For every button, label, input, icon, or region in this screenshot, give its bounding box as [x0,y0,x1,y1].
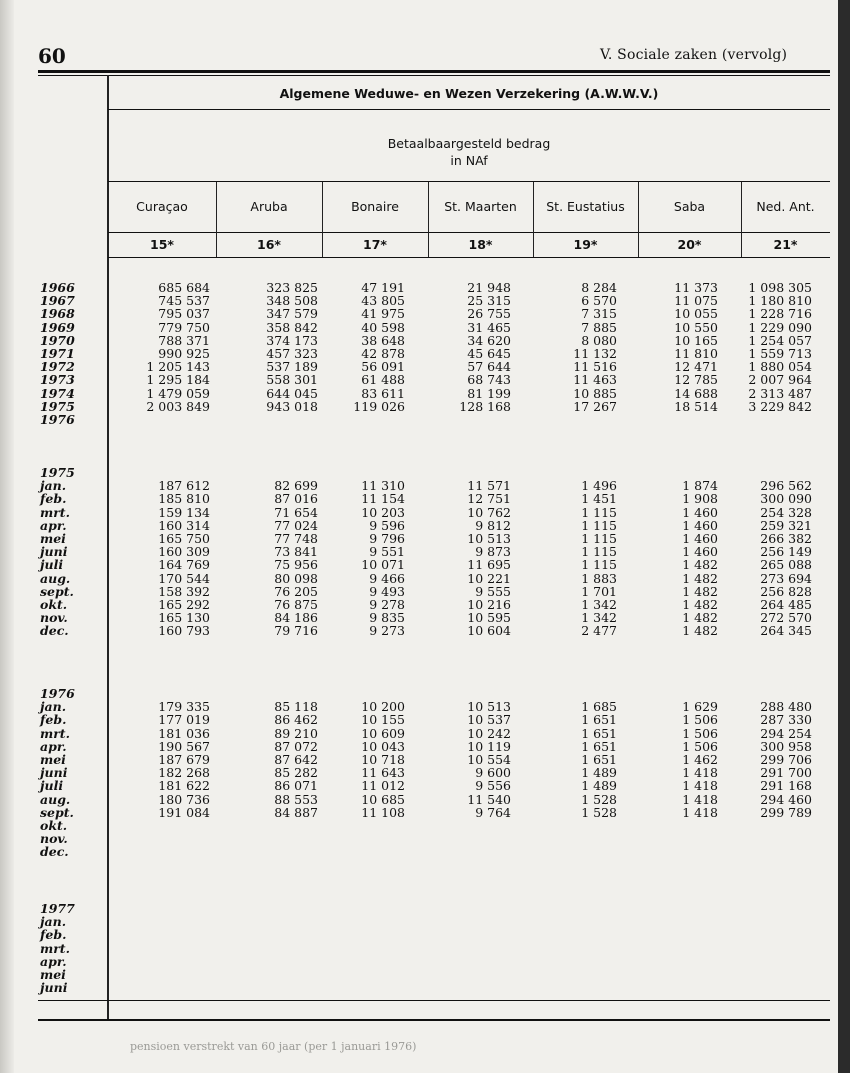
table-cell: 1 629 [682,699,718,715]
table-cell: 8 080 [581,332,617,348]
table-cell: 256 828 [760,583,812,599]
table-cell: 1 489 [581,765,617,781]
column-header-5: Saba [673,199,706,214]
table-cell: 1 651 [581,725,617,741]
table-cell: 10 216 [467,597,511,612]
table-cell: 1 115 [581,517,617,533]
label-column-divider [107,75,109,1020]
table-cell: 165 292 [158,597,210,612]
table-cell: 9 556 [475,778,511,794]
table-cell: 291 700 [760,765,812,781]
table-cell: 644 045 [266,385,318,401]
table-cell: 348 508 [266,293,318,309]
table-cell: 191 084 [158,804,210,820]
table-cell: 57 644 [467,359,511,375]
table-subtitle-line2: in NAf [450,153,488,168]
table-cell: 294 254 [760,725,812,741]
table-cell: 40 598 [361,319,405,335]
table-cell: 159 134 [158,504,210,520]
table-cell: 11 810 [674,346,718,361]
table-cell: 1 482 [682,597,718,612]
table-cell: 10 762 [467,504,511,520]
column-code-4: 19* [573,237,598,252]
table-cell: 457 323 [266,346,318,361]
table-cell: 10 718 [361,752,405,767]
table-cell: 294 460 [760,791,812,807]
row-label: mei [40,752,66,767]
table-cell: 43 805 [361,293,405,309]
table-cell: 1 115 [581,557,617,573]
column-code-6: 21* [773,237,798,252]
table-cell: 11 695 [467,557,511,573]
table-cell: 79 716 [274,623,318,639]
table-cell: 300 090 [760,491,812,507]
table-cell: 287 330 [760,712,812,728]
table-cell: 1 418 [682,804,718,820]
row-label: apr. [40,953,67,969]
table-cell: 71 654 [274,504,318,520]
table-cell: 265 088 [760,557,812,573]
row-label: mei [40,531,66,546]
table-cell: 11 075 [674,293,718,309]
table-cell: 347 579 [266,306,318,322]
table-cell: 1 418 [682,778,718,794]
title-underline [108,109,830,110]
row-label: juni [40,544,68,560]
column-code-1: 16* [257,237,281,252]
table-cell: 11 463 [573,372,617,388]
row-label: aug. [40,791,71,807]
table-cell: 10 550 [674,319,718,335]
table-cell: 10 604 [467,623,511,639]
top-rule-secondary [38,75,830,76]
table-cell: 7 315 [581,306,617,322]
column-code-5: 20* [677,237,702,252]
page-number: 60 [38,44,66,68]
table-cell: 31 465 [467,319,511,335]
table-cell: 254 328 [760,504,812,520]
table-cell: 10 203 [361,504,405,520]
row-label: 1976 [40,412,75,427]
table-cell: 1 460 [682,544,718,560]
table-cell: 180 736 [158,791,210,807]
table-cell: 47 191 [361,280,405,295]
top-rule [38,70,830,73]
column-divider-5 [638,182,639,257]
table-cell: 9 600 [475,765,511,781]
table-cell: 10 165 [674,332,718,348]
table-cell: 10 885 [573,385,617,401]
table-cell: 14 688 [674,385,718,401]
table-cell: 745 537 [158,293,210,309]
row-label: nov. [40,831,68,847]
table-cell: 10 513 [467,531,511,546]
row-label: jan. [40,699,67,715]
table-cell: 87 016 [274,491,318,507]
row-label: jan. [40,914,67,930]
table-cell: 9 466 [369,570,405,586]
row-label: feb. [40,491,67,507]
table-cell: 68 743 [467,372,511,388]
row-label: dec. [40,844,69,860]
table-cell: 272 570 [760,610,812,626]
table-cell: 9 596 [369,517,405,533]
table-cell: 1 342 [581,610,617,626]
row-label: 1972 [40,359,75,375]
table-cell: 1 115 [581,531,617,546]
row-label: juni [40,765,68,781]
table-cell: 9 764 [475,804,511,820]
column-divider-3 [428,182,429,257]
row-label: feb. [40,927,67,943]
table-cell: 11 012 [361,778,405,794]
table-subtitle-line1: Betaalbaargesteld bedrag [387,136,551,151]
column-header-1: Aruba [250,199,288,214]
table-cell: 12 471 [674,359,718,375]
table-cell: 77 748 [274,531,318,546]
column-divider-4 [533,182,534,257]
book-spine-shadow [0,0,14,1073]
column-code-2: 17* [363,237,387,252]
row-label: 1968 [40,306,75,322]
table-cell: 296 562 [760,478,812,494]
table-cell: 76 875 [274,597,318,612]
table-cell: 558 301 [266,372,318,388]
table-cell: 10 537 [467,712,511,728]
table-cell: 1 295 184 [146,372,210,388]
row-label: nov. [40,610,68,626]
row-label: 1973 [40,372,75,388]
group-heading-1977: 1977 [40,901,75,916]
table-cell: 165 130 [158,610,210,626]
table-cell: 185 810 [158,491,210,507]
faint-bleed-through-text: pensioen verstrekt van 60 jaar (per 1 januari 1976) [130,1040,417,1053]
table-cell: 1 418 [682,791,718,807]
table-cell: 61 488 [361,372,405,388]
table-cell: 1 506 [682,712,718,728]
table-cell: 160 793 [158,623,210,639]
table-cell: 10 513 [467,699,511,715]
table-cell: 1 651 [581,712,617,728]
table-cell: 10 200 [361,699,405,715]
column-header-2: Bonaire [351,199,399,214]
table-cell: 299 789 [760,804,812,820]
column-divider-1 [216,182,217,257]
table-cell: 358 842 [266,319,318,335]
table-cell: 10 119 [467,738,511,754]
column-code-3: 18* [468,237,493,252]
table-cell: 788 371 [158,332,210,348]
table-cell: 1 506 [682,725,718,741]
table-cell: 10 071 [361,557,405,573]
table-cell: 9 551 [369,544,405,560]
row-label: mei [40,967,66,982]
table-cell: 177 019 [158,712,210,728]
table-cell: 88 553 [274,791,318,807]
table-cell: 1 205 143 [146,359,210,375]
column-header-4: St. Eustatius [546,199,625,214]
row-label: jan. [40,478,67,494]
column-divider-2 [322,182,323,257]
row-label: mrt. [40,504,70,520]
table-cell: 1 254 057 [748,332,812,348]
table-cell: 26 755 [467,306,511,322]
table-cell: 1 482 [682,570,718,586]
table-cell: 300 958 [760,738,812,754]
group-heading-1975: 1975 [40,465,75,480]
table-cell: 8 284 [581,280,617,295]
table-cell: 41 975 [361,306,405,322]
table-cell: 299 706 [760,752,812,767]
table-cell: 9 873 [475,544,511,560]
table-cell: 1 701 [581,583,617,599]
table-cell: 1 479 059 [146,385,210,401]
row-label: apr. [40,517,67,533]
table-cell: 1 115 [581,544,617,560]
table-cell: 9 273 [369,623,405,639]
table-cell: 2 003 849 [146,398,210,414]
row-label: dec. [40,623,69,639]
table-cell: 190 567 [158,738,210,754]
table-cell: 1 651 [581,738,617,754]
table-cell: 3 229 842 [748,398,812,414]
table-cell: 170 544 [158,570,210,586]
table-cell: 1 229 090 [748,319,812,335]
table-cell: 1 883 [581,570,617,586]
table-cell: 11 154 [361,491,405,507]
table-cell: 85 118 [274,699,318,715]
table-cell: 56 091 [361,359,405,375]
table-cell: 795 037 [158,306,210,322]
table-cell: 1 451 [581,491,617,507]
table-cell: 81 199 [467,385,511,401]
table-cell: 21 948 [467,280,511,295]
table-cell: 1 651 [581,752,617,767]
table-cell: 86 071 [274,778,318,794]
table-cell: 266 382 [760,531,812,546]
table-cell: 181 622 [158,778,210,794]
table-cell: 2 313 487 [748,385,812,401]
row-label: okt. [40,818,68,833]
table-cell: 943 018 [266,398,318,414]
table-cell: 11 516 [573,359,617,375]
table-cell: 158 392 [158,583,210,599]
code-row-underline [108,257,830,258]
table-cell: 38 648 [361,332,405,348]
column-header-0: Curaçao [136,199,188,214]
column-header-3: St. Maarten [444,199,517,214]
table-cell: 80 098 [274,570,318,586]
bottom-rule-thick [38,1019,830,1021]
table-cell: 45 645 [467,346,511,361]
table-cell: 990 925 [158,346,210,361]
chapter-heading: V. Sociale zaken (vervolg) [600,47,788,63]
table-cell: 1 496 [581,478,617,494]
table-cell: 9 278 [369,597,405,612]
table-cell: 87 072 [274,738,318,754]
table-cell: 1 482 [682,610,718,626]
table-cell: 75 956 [274,557,318,573]
table-cell: 1 482 [682,557,718,573]
table-cell: 1 908 [682,491,718,507]
table-cell: 259 321 [760,517,812,533]
column-divider-6 [741,182,742,257]
group-heading-1976: 1976 [40,686,75,701]
table-cell: 1 482 [682,623,718,639]
bottom-rule [38,1000,830,1001]
table-cell: 323 825 [266,280,318,295]
table-cell: 119 026 [353,398,405,414]
row-label: juni [40,980,68,996]
table-cell: 1 342 [581,597,617,612]
table-cell: 181 036 [158,725,210,741]
table-cell: 187 612 [158,478,210,494]
table-cell: 89 210 [274,725,318,741]
row-label: 1967 [40,293,75,309]
table-cell: 10 055 [674,306,718,322]
table-cell: 10 609 [361,725,405,741]
column-header-6: Ned. Ant. [756,199,815,214]
table-cell: 1 559 713 [748,346,812,361]
table-cell: 9 796 [369,531,405,546]
row-label: 1975 [40,398,75,414]
table-cell: 182 268 [158,765,210,781]
row-label: sept. [40,583,74,599]
table-cell: 10 155 [361,712,405,728]
row-label: sept. [40,804,74,820]
table-cell: 12 751 [467,491,511,507]
table-cell: 11 108 [361,804,405,820]
row-label: mrt. [40,725,70,741]
table-cell: 9 835 [369,610,405,626]
table-cell: 84 186 [274,610,318,626]
table-cell: 187 679 [158,752,210,767]
row-label: okt. [40,597,68,612]
table-cell: 2 477 [581,623,617,639]
table-cell: 7 885 [581,319,617,335]
row-label: apr. [40,738,67,754]
table-cell: 87 642 [274,752,318,767]
table-cell: 76 205 [274,583,318,599]
row-label: 1969 [40,319,75,335]
table-cell: 18 514 [674,398,718,414]
table-cell: 537 189 [266,359,318,375]
table-cell: 10 242 [467,725,511,741]
table-cell: 84 887 [274,804,318,820]
table-cell: 273 694 [760,570,812,586]
table-cell: 1 482 [682,583,718,599]
table-cell: 86 462 [274,712,318,728]
table-cell: 1 880 054 [748,359,812,375]
table-cell: 1 115 [581,504,617,520]
table-cell: 179 335 [158,699,210,715]
row-label: 1971 [40,346,75,361]
table-cell: 1 418 [682,765,718,781]
table-cell: 160 314 [158,517,210,533]
table-cell: 374 173 [266,332,318,348]
table-cell: 10 685 [361,791,405,807]
table-title: Algemene Weduwe- en Wezen Verzekering (A.W.W.V.) [279,86,659,101]
table-cell: 1 460 [682,517,718,533]
table-cell: 1 228 716 [748,306,812,322]
table-cell: 1 874 [682,478,718,494]
row-label: feb. [40,712,67,728]
table-cell: 11 132 [573,346,617,361]
table-cell: 11 310 [361,478,405,494]
table-cell: 256 149 [760,544,812,560]
table-cell: 10 595 [467,610,511,626]
table-cell: 10 043 [361,738,405,754]
table-cell: 10 554 [467,752,511,767]
table-cell: 264 485 [760,597,812,612]
row-label: aug. [40,570,71,586]
table-cell: 1 506 [682,738,718,754]
table-cell: 128 168 [459,398,511,414]
table-cell: 34 620 [467,332,511,348]
table-cell: 25 315 [467,293,511,309]
row-label: juli [40,778,64,794]
table-cell: 11 571 [467,478,511,494]
table-cell: 10 221 [467,570,511,586]
row-label: 1970 [40,332,75,348]
table-cell: 1 180 810 [748,293,812,309]
table-cell: 288 480 [760,699,812,715]
table-cell: 779 750 [158,319,210,335]
row-label: 1974 [40,385,75,401]
row-label: mrt. [40,940,70,956]
column-code-0: 15* [150,237,174,252]
table-cell: 1 489 [581,778,617,794]
table-cell: 83 611 [361,385,405,401]
table-cell: 1 528 [581,804,617,820]
table-cell: 1 098 305 [748,280,812,295]
table-cell: 1 528 [581,791,617,807]
table-cell: 6 570 [581,293,617,309]
table-cell: 11 373 [674,280,718,295]
table-cell: 11 540 [467,791,511,807]
table-cell: 9 555 [475,583,511,599]
row-label: 1966 [40,280,75,295]
table-cell: 85 282 [274,765,318,781]
table-cell: 264 345 [760,623,812,639]
table-cell: 1 460 [682,504,718,520]
table-cell: 1 460 [682,531,718,546]
table-cell: 164 769 [158,557,210,573]
table-cell: 685 684 [158,280,210,295]
table-cell: 82 699 [274,478,318,494]
table-cell: 2 007 964 [748,372,812,388]
table-cell: 9 493 [369,583,405,599]
table-cell: 17 267 [573,398,617,414]
table-cell: 1 685 [581,699,617,715]
table-cell: 9 812 [475,517,511,533]
table-cell: 11 643 [361,765,405,781]
table-cell: 73 841 [274,544,318,560]
table-cell: 42 878 [361,346,405,361]
table-cell: 12 785 [674,372,718,388]
table-cell: 77 024 [274,517,318,533]
table-cell: 291 168 [760,778,812,794]
table-cell: 165 750 [158,531,210,546]
row-label: juli [40,557,64,573]
table-cell: 1 462 [682,752,718,767]
table-cell: 160 309 [158,544,210,560]
